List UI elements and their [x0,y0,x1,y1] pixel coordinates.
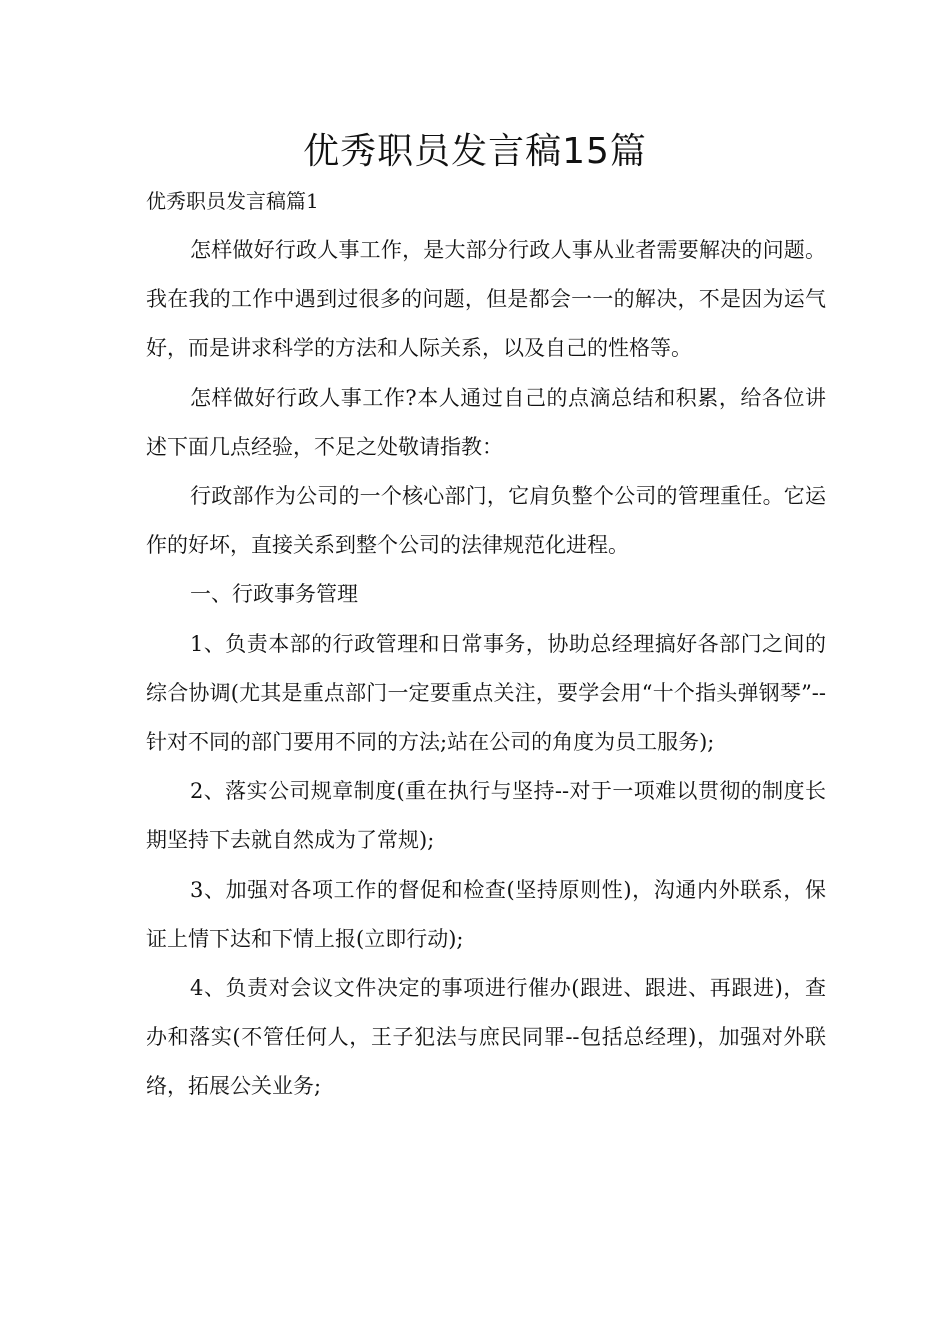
list-item: 4、负责对会议文件决定的事项进行催办(跟进、跟进、再跟进)，查办和落实(不管任何人，王子犯法与庶民同罪--包括总经理)，加强对外联络，拓展公关业务; [146,976,826,1099]
paragraph: 怎样做好行政人事工作，是大部分行政人事从业者需要解决的问题。我在我的工作中遇到过很多的问题，但是都会一一的解决，不是因为运气好，而是讲求科学的方法和人际关系，以及自己的性格等。 [146,238,826,361]
list-item: 1、负责本部的行政管理和日常事务，协助总经理搞好各部门之间的综合协调(尤其是重点部门一定要重点关注，要学会用“十个指头弹钢琴”--针对不同的部门要用不同的方法;站在公司的角度为员工服务); [146,631,826,755]
section-heading: 一、行政事务管理 [190,582,358,607]
paragraph: 怎样做好行政人事工作?本人通过自己的点滴总结和积累，给各位讲述下面几点经验，不足之处敬请指教： [146,385,826,459]
list-item: 2、落实公司规章制度(重在执行与坚持--对于一项难以贯彻的制度长期坚持下去就自然成为了常规); [146,779,826,853]
document-title: 优秀职员发言稿15篇 [303,131,647,172]
document-subtitle: 优秀职员发言稿篇1 [146,189,319,213]
list-item: 3、加强对各项工作的督促和检查(坚持原则性)，沟通内外联系，保证上情下达和下情上报(立即行动); [146,877,826,951]
document-body [146,226,826,1112]
paragraph: 行政部作为公司的一个核心部门，它肩负整个公司的管理重任。它运作的好坏，直接关系到整个公司的法律规范化进程。 [146,484,826,558]
